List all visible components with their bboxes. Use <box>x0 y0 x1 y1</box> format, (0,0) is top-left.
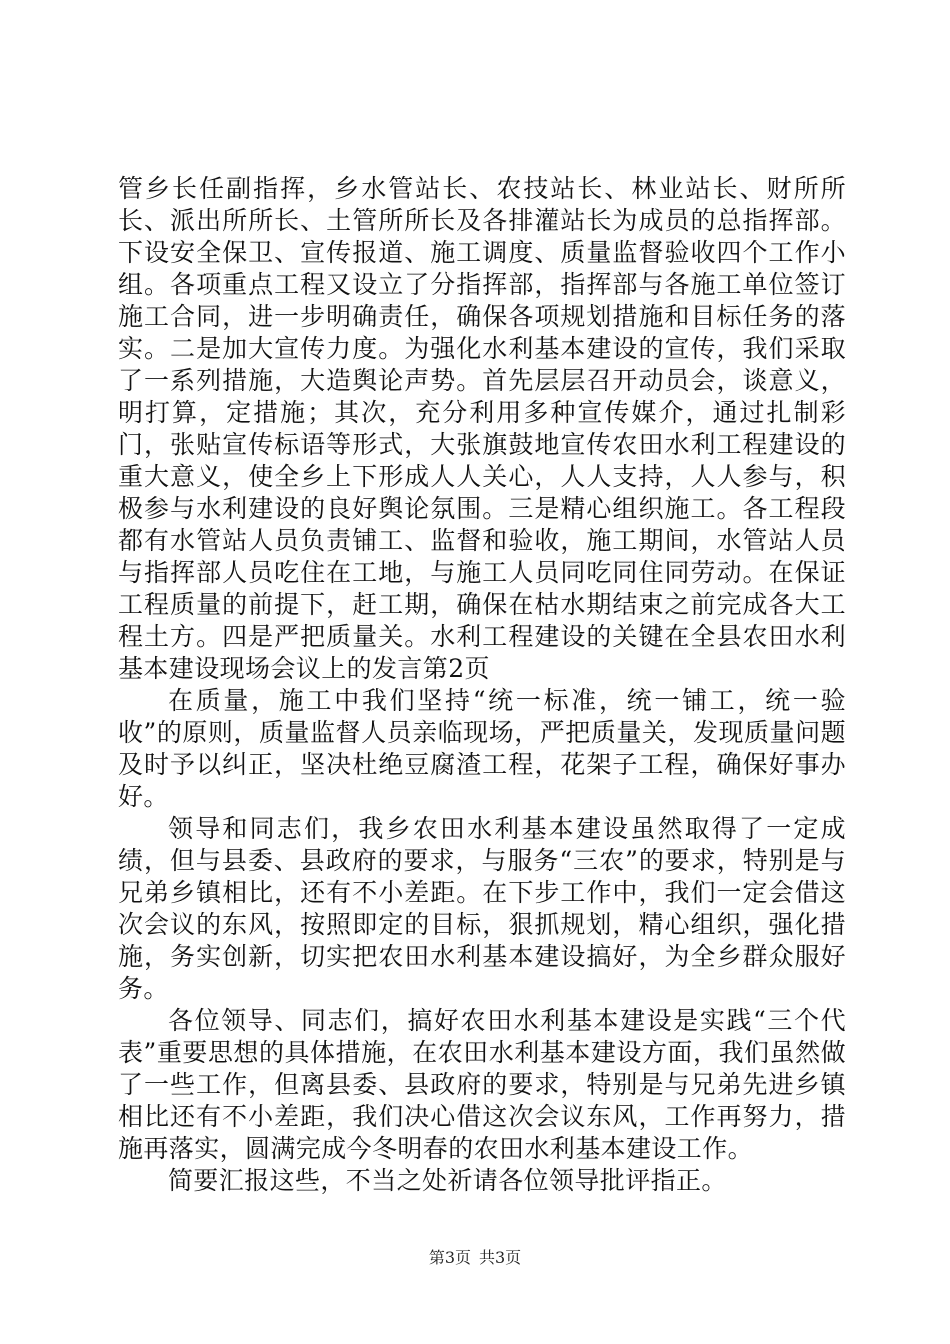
page-number: 第3页 <box>428 1248 471 1267</box>
paragraph-gap-statement: 领导和同志们，我乡农田水利基本建设虽然取得了一定成绩，但与县委、县政府的要求，与服务“三农”的要求，特别是与兄弟乡镇相比，还有不小差距。在下步工作中，我们一定会借这次会议的东风，按照即定的目标，狠抓规划，精心组织，强化措施，务实创新，切实把农田水利基本建设搞好，为全乡群众服好务。 <box>118 814 846 1003</box>
paragraph-closing: 简要汇报这些，不当之处祈请各位领导批评指正。 <box>168 1166 727 1195</box>
page-total: 共3页 <box>479 1248 522 1267</box>
page-footer <box>0 1245 950 1268</box>
paragraph-quality: 在质量，施工中我们坚持“统一标准，统一铺工，统一验收”的原则，质量监督人员亲临现场，严把质量关，发现质量问题及时予以纠正，坚决杜绝豆腐渣工程，花架子工程，确保好事办好。 <box>118 686 846 811</box>
paragraph-continuation: 管乡长任副指挥，乡水管站长、农技站长、林业站长、财所所长、派出所所长、土管所所长及各排灌站长为成员的总指挥部。下设安全保卫、宣传报道、施工调度、质量监督验收四个工作小组。各项重点工程又设立了分指挥部，指挥部与各施工单位签订施工合同，进一步明确责任，确保各项规划措施和目标任务的落实。二是加大宣传力度。为强化水利基本建设的宣传，我们采取了一系列措施，大造舆论声势。首先层层召开动员会，谈意义，明打算，定措施；其次，充分利用多种宣传媒介，通过扎制彩门，张贴宣传标语等形式，大张旗鼓地宣传农田水利工程建设的重大意义，使全乡上下形成人人关心，人人支持，人人参与，积极参与水利建设的良好舆论氛围。三是精心组织施工。各工程段都有水管站人员负责铺工、监督和验收，施工期间，水管站人员与指挥部人员吃住在工地，与施工人员同吃同住同劳动。在保证工程质量的前提下，赶工期，确保在枯水期结束之前完成各大工程土方。四是严把质量关。水利工程建设的关键在全县农田水利基本建设现场会议上的发言第2页 <box>118 174 846 683</box>
document-body <box>118 173 846 1197</box>
paragraph-resolution: 各位领导、同志们，搞好农田水利基本建设是实践“三个代表”重要思想的具体措施，在农田水利基本建设方面，我们虽然做了一些工作，但离县委、县政府的要求，特别是与兄弟先进乡镇相比还有不小差距，我们决心借这次会议东风，工作再努力，措施再落实，圆满完成今冬明春的农田水利基本建设工作。 <box>118 1006 846 1163</box>
